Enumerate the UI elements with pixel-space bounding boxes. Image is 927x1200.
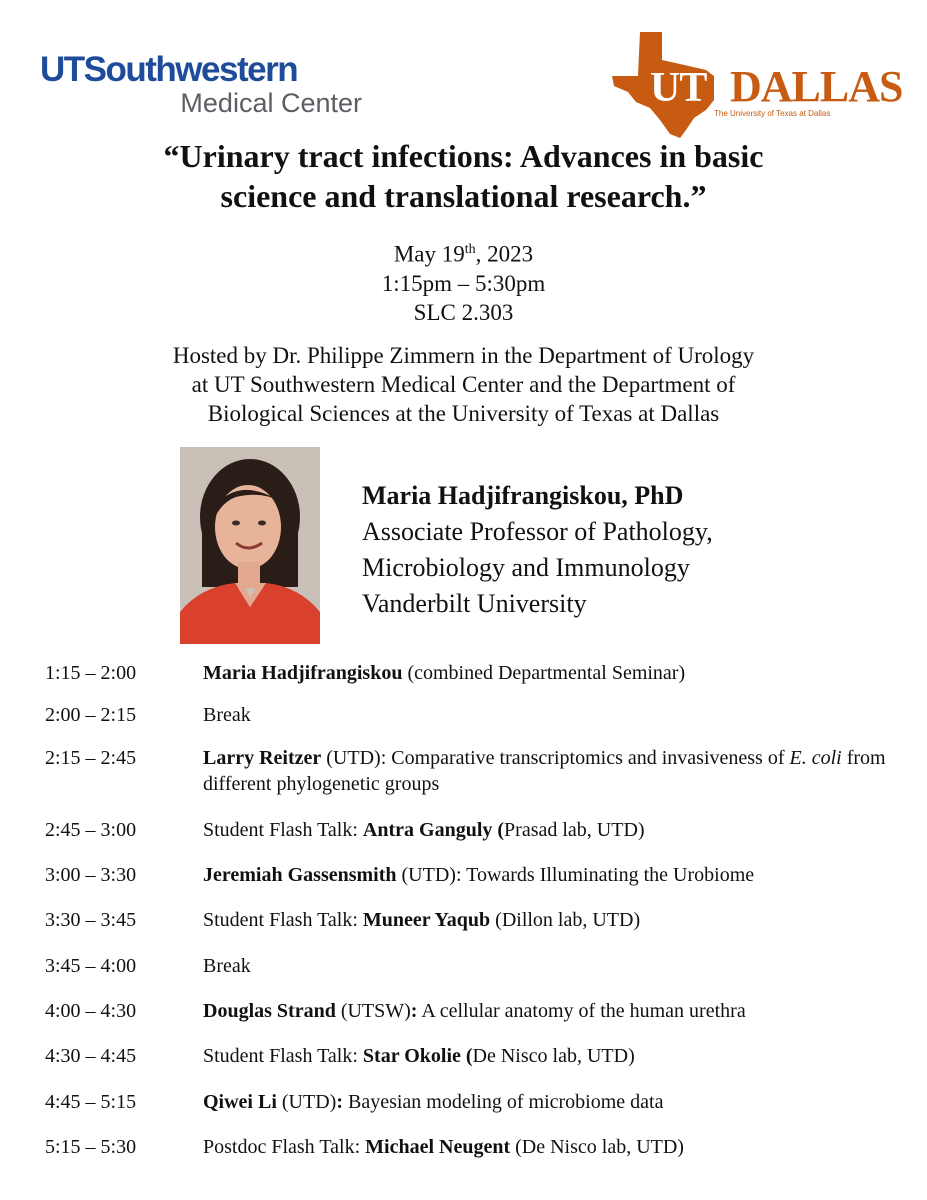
utsw-logo-line2: Medical Center (180, 88, 362, 118)
schedule-text: Break (203, 704, 251, 726)
utd-logo-ut: UT (650, 65, 707, 111)
event-date-year: , 2023 (475, 241, 534, 267)
schedule-time: 5:15 – 5:30 (45, 1136, 137, 1158)
speaker-name-bold: Jeremiah Gassensmith (203, 864, 397, 886)
schedule-description (203, 998, 903, 1024)
speaker-name-bold: Star Okolie ( (362, 1045, 473, 1067)
event-room: SLC 2.303 (413, 299, 514, 325)
schedule-time: 2:15 – 2:45 (45, 747, 137, 769)
schedule-description (203, 660, 903, 686)
speaker-name-bold: Antra Ganguly ( (362, 819, 505, 841)
schedule-time: 1:15 – 2:00 (45, 662, 137, 684)
schedule-text: Bayesian modeling of microbiome data (343, 1091, 664, 1113)
speaker-name-bold: Michael Neugent (365, 1136, 511, 1158)
schedule-time: 2:00 – 2:15 (45, 704, 137, 726)
speaker-name-bold: Larry Reitzer (203, 747, 322, 769)
schedule-italic-text: E. coli (789, 747, 842, 769)
schedule-time: 3:00 – 3:30 (45, 864, 137, 886)
speaker-name-bold: Douglas Strand (203, 1000, 336, 1022)
schedule-text: De Nisco lab, UTD) (472, 1045, 635, 1067)
host-line1: Hosted by Dr. Philippe Zimmern in the Department of Urology (172, 343, 755, 368)
schedule-time: 3:45 – 4:00 (45, 955, 137, 977)
speaker-name-bold: Muneer Yaqub (362, 909, 491, 931)
utd-logo-dallas: DALLAS (730, 62, 903, 111)
schedule-text: (UTD): Comparative transcriptomics and invasiveness of (321, 747, 790, 769)
speaker-affiliation: Vanderbilt University (362, 589, 587, 618)
event-details (0, 235, 927, 327)
utsw-logo (40, 52, 370, 118)
event-title-line1: “Urinary tract infections: Advances in basic (163, 138, 764, 174)
schedule-text: (UTSW) (335, 1000, 411, 1022)
speaker-photo (180, 447, 320, 644)
schedule-text: from different phylogenetic groups (203, 747, 886, 795)
schedule-description (203, 953, 903, 979)
schedule-description (203, 907, 903, 933)
event-time: 1:15pm – 5:30pm (381, 270, 546, 296)
schedule-text: Postdoc Flash Talk: (203, 1136, 366, 1158)
schedule-description (203, 1043, 903, 1069)
schedule-colon-bold: : (410, 1000, 418, 1022)
schedule-text: (De Nisco lab, UTD) (510, 1136, 684, 1158)
utsw-logo-line1: UTSouthwestern (40, 50, 298, 89)
event-date-main: May 19 (393, 241, 465, 267)
schedule-description (203, 1134, 903, 1160)
schedule-time: 2:45 – 3:00 (45, 819, 137, 841)
schedule-text: Student Flash Talk: (203, 909, 363, 931)
event-date-suffix-sup: th (464, 242, 476, 257)
schedule-time: 4:45 – 5:15 (45, 1091, 137, 1113)
schedule-text: Student Flash Talk: (203, 1045, 363, 1067)
event-title-line2: science and translational research.” (220, 178, 707, 214)
schedule-description (203, 862, 903, 888)
event-date (0, 235, 927, 269)
speaker-name-bold: Maria Hadjifrangiskou (203, 662, 403, 684)
schedule-time: 4:30 – 4:45 (45, 1045, 137, 1067)
schedule-description (203, 1089, 903, 1115)
host-line2: at UT Southwestern Medical Center and the Department of (191, 372, 736, 397)
utd-logo-tagline: The University of Texas at Dallas (714, 109, 831, 118)
schedule-text: Student Flash Talk: (203, 819, 363, 841)
schedule-text: A cellular anatomy of the human urethra (417, 1000, 746, 1022)
speaker-info (362, 478, 902, 622)
schedule-text: (UTD): Towards Illuminating the Urobiome (396, 864, 755, 886)
schedule-text: (combined Departmental Seminar) (402, 662, 686, 684)
host-info (40, 341, 887, 428)
schedule-time: 4:00 – 4:30 (45, 1000, 137, 1022)
schedule-time: 3:30 – 3:45 (45, 909, 137, 931)
schedule-description (203, 702, 903, 728)
schedule-text: (UTD) (276, 1091, 337, 1113)
speaker-title-line1: Associate Professor of Pathology, (362, 517, 713, 546)
event-title (60, 136, 867, 216)
schedule-text: Break (203, 955, 251, 977)
schedule-text: (Dillon lab, UTD) (490, 909, 641, 931)
schedule-text: Prasad lab, UTD) (504, 819, 645, 841)
speaker-name: Maria Hadjifrangiskou, PhD (362, 481, 684, 510)
speaker-title-line2: Microbiology and Immunology (362, 553, 690, 582)
utd-logo (610, 30, 903, 140)
schedule-colon-bold: : (336, 1091, 343, 1113)
host-line3: Biological Sciences at the University of Texas at Dallas (207, 401, 720, 426)
schedule-description (203, 745, 903, 797)
speaker-name-bold: Qiwei Li (203, 1091, 277, 1113)
schedule-description (203, 817, 903, 843)
